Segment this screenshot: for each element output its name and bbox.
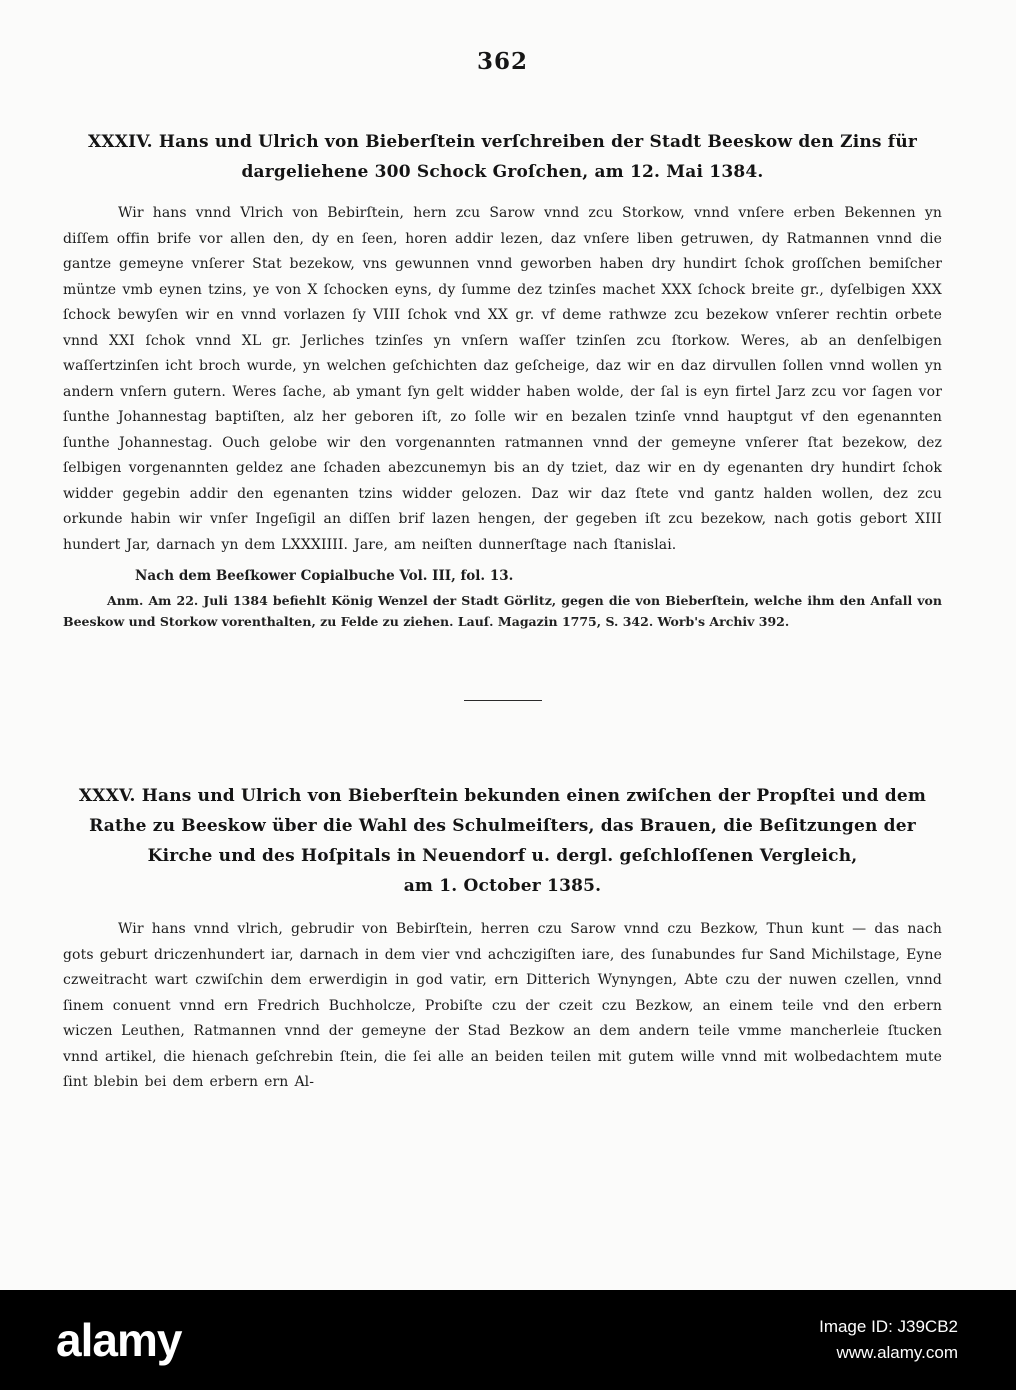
charter-xxxv-heading-line-1: XXXV. Hans und Ulrich von Bieberſtein bekunden einen zwiſchen der Propſtei und dem [78, 786, 927, 806]
charter-xxxiv-annotation: Anm. Am 22. Juli 1384 befiehlt König Wenzel der Stadt Görlitz, gegen die von Bieberſtein, welche ihm den Anfall von Beeskow und Storkow vorenthalten, zu Felde zu ziehen. Lauſ. Magazin 1775, S. 342. Worb's Archiv 392. [63, 593, 942, 629]
alamy-watermark-bar [0, 1290, 1016, 1390]
charter-xxxiv-body-text: Wir hans vnnd Vlrich von Bebirſtein, hern zcu Sarow vnnd zcu Storkow, vnnd vnſere erben Bekennen yn diſſem offin brife vor allen den, dy en ſeen, horen addir lezen, daz vnſere liben getruwen, dy Ratmannen vnnd die gantze gemeyne vnſerer Stat bezekow, vns gewunnen vnnd geworben haben dry hundirt ſchok groſſchen bemiſcher müntze vmb eynen tzins, ye von X ſchocken eyns, dy ſumme dez tzinſes machet XXX ſchock breite gr., dyſelbigen XXX ſchock bewyſen wir en vnnd vorlazen ſy VIII ſchok vnd XX gr. vf deme rathwze zcu bezekow vnſerer rechtin orbete vnnd XXI ſchok vnnd XL gr. Jerliches tzinſes yn vnſern waſſer tzinſen zcu ſtorkow. Weres, ab an denſelbigen waſſertzinſen icht broch wurde, yn welchen geſchichten daz geſcheige, daz wir en daz dirvullen ſollen vnnd wollen yn andern vnſern gutern. Weres ſache, ab ymant ſyn gelt widder haben wolde, der ſal is eyn firtel Jarz zcu vor ſagen vor ſunthe Johannestag baptiſten, alz her geboren iſt, zo ſolle wir en bezalen tzinſe vnnd hauptgut vf den egenannten ſunthe Johannestag. Ouch gelobe wir den vorgenannten ratmannen vnnd der gemeyne vnſerer ſtat bezekow, dez ſelbigen vorgenannten geldez ane ſchaden abezcunemyn bis an dy tziet, daz wir en dy egenanten dry hundirt ſchok widder gegebin addir den egenanten tzins widder gelozen. Daz wir daz ſtete vnd gantz halden wollen, dez zcu orkunde habin wir vnſer Ingeſigil an diſſen brif lazen hengen, der gegeben iſt zcu bezekow, nach gotis gebort XIII hundert Jar, darnach yn dem LXXXIIII. Jare, am neiſten dunnerſtage nach ſtanislai. [63, 205, 942, 553]
charter-xxxv-heading-line-3: Kirche und des Hoſpitals in Neuendorf u. dergl. geſchloſſenen Vergleich, [147, 846, 858, 866]
charter-xxxiv-source-citation: Nach dem Beeſkower Copialbuche Vol. III, fol. 13. [135, 568, 514, 584]
charter-xxxv-heading-line-4: am 1. October 1385. [403, 876, 602, 896]
image-id-text: Image ID: J39CB2 [819, 1317, 958, 1336]
charter-xxxiv-heading-line-2: dargeliehene 300 Schock Groſchen, am 12. Mai 1384. [241, 162, 764, 182]
charter-xxxiv-heading [63, 127, 942, 187]
page-number: 362 [476, 48, 528, 75]
alamy-url-text: www.alamy.com [836, 1343, 958, 1362]
charter-xxxv-heading [63, 781, 942, 901]
charter-xxxiv-heading-line-1: XXXIV. Hans und Ulrich von Bieberſtein verſchreiben der Stadt Beeskow den Zins für [87, 132, 918, 152]
charter-xxxv-body-text: Wir hans vnnd vlrich, gebrudir von Bebirſtein, herren czu Sarow vnnd czu Bezkow, Thun kunt — das nach gots geburt driczenhundert iar, darnach in dem vier vnd achczigiſten iare, des ſunabundes fur Sand Michilstage, Eyne czweitracht wart czwiſchin dem erwerdigin in god vatir, ern Ditterich Wynyngen, Abte czu der nuwen czellen, vnnd ſinem conuent vnnd ern Fredrich Buchholcze, Probiſte czu der czeit czu Bezkow, an einem teile vnd den erbern wiczen Leuthen, Ratmannen vnnd der gemeyne der Stad Bezkow an dem andern teile vmme mancherleie ſtucken vnnd artikel, die hienach geſchrebin ſtein, die ſei alle an beiden teilen mit gutem wille vnnd mit wolbedachtem mute ſint blebin bei dem erbern ern Al- [63, 921, 942, 1090]
watermark-meta [819, 1314, 958, 1366]
alamy-logo: alamy [56, 1314, 182, 1366]
charter-xxxv-heading-line-2: Rathe zu Beeskow über die Wahl des Schulmeiſters, das Brauen, die Beſitzungen der [89, 816, 916, 836]
section-divider-rule [464, 700, 542, 701]
